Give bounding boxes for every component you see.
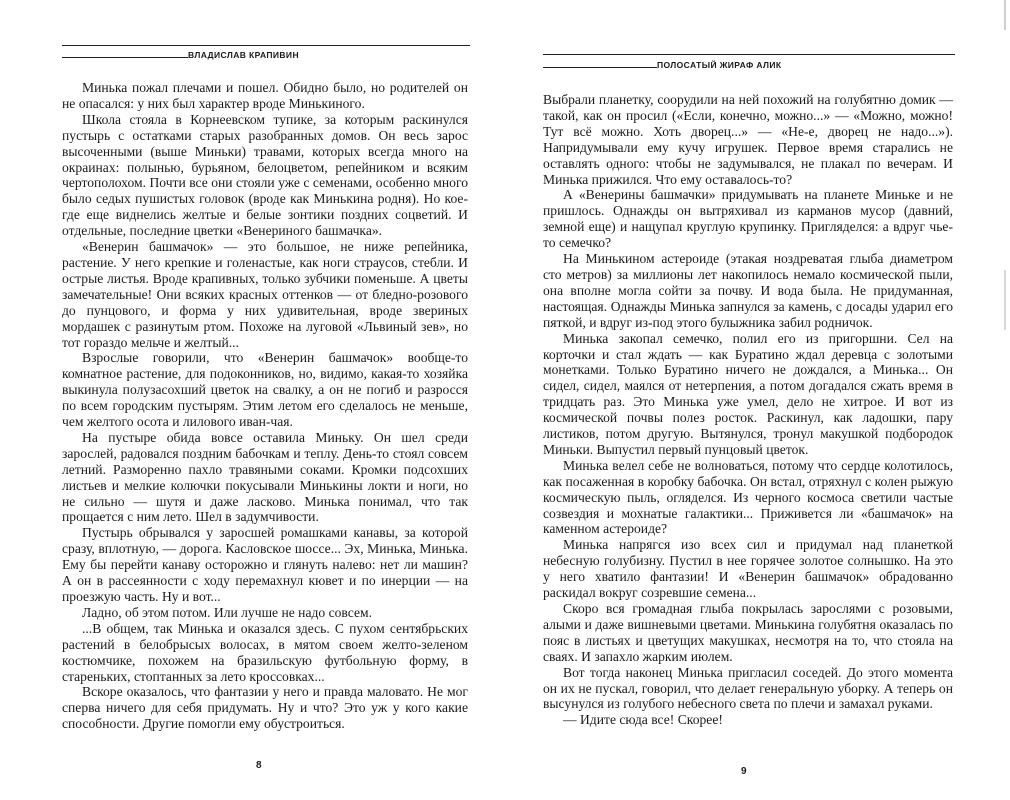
page-text <box>543 92 953 728</box>
paragraph: Взрослые говорили, что «Венерин башмачок» вообще-то комнатное растение, для подоконников, но, видимо, какая-то хозяйка выкинула полузасохший цветок на свалку, а он не погиб и разросся по всем городским пустырям. Этим летом его сделалось не меньше, чем желтого осота и лилового иван-чая. <box>62 350 468 430</box>
running-head-author: ВЛАДИСЛАВ КРАПИВИН <box>188 50 299 60</box>
paragraph: Минька пожал плечами и пошел. Обидно было, но родителей он не опасался: у них был характер вроде Минькиного. <box>62 80 468 111</box>
paragraph: Вскоре оказалось, что фантазии у него и правда маловато. Не мог сперва ничего для себя придумать. Ну и что? Это уж у кого какие способности. Другие помогли ему обустроиться. <box>62 684 468 732</box>
paragraph: Выбрали планетку, соорудили на ней похожий на голубятню домик — такой, как он просил («Если, конечно, можно...» — «Можно, можно! Тут всё можно. Хоть дворец...» — «Не-е, дворец не надо...»). Напридумывали ему кучу игрушек. Первое время старались не оставлять одного: чтобы не задумывался, не плакал по вечерам. И Минька прижился. Что ему оставалось-то? <box>543 92 953 187</box>
scan-edge-mark <box>1004 0 1006 30</box>
header-rule-short <box>62 57 188 58</box>
scan-edge-mark <box>1004 270 1006 330</box>
running-head-title: ПОЛОСАТЫЙ ЖИРАФ АЛИК <box>657 60 782 70</box>
paragraph: Ладно, об этом потом. Или лучше не надо совсем. <box>82 604 372 620</box>
paragraph: Минька велел себе не волноваться, потому что сердце колотилось, как посаженная в коробку бабочка. Он встал, отряхнул с колен рыжую космическую пыль, огляделся. Из черного космоса светили частые созвездия и мохнатые галактики... Приживется ли «башмачок» на каменном астероиде? <box>543 457 953 537</box>
paragraph: А «Венерины башмачки» придумывать на планете Миньке и не пришлось. Однажды он вытряхивал из карманов мусор (давний, земной еще) и нащупал круглую крупинку. Пригляделся: а вдруг чье-то семечко? <box>543 187 953 251</box>
paragraph: — Идите сюда все! Скорее! <box>563 712 723 728</box>
right-page <box>505 0 1010 800</box>
paragraph: Минька напрягся изо всех сил и придумал над планеткой небесную голубизну. Пустил в нее горячее золотое солнышко. На это у него хватило фантазии! И «Венерин башмачок» обрадованно раскидал вокруг созревшие семена... <box>543 537 953 601</box>
paragraph: «Венерин башмачок» — это большое, не ниже репейника, растение. У него крепкие и голенастые, как ноги страусов, стебли. И острые листья. Вроде крапивных, только зубчики поменьше. А цветы замечательные! Они всяких красных оттенков — от бледно-розового до пунцового, и форма у них удивительная, вроде звериных мордашек с разинутым ртом. Похоже на луговой «Львиный зев», но тот гораздо мельче и желтый... <box>62 239 468 350</box>
paragraph: Скоро вся громадная глыба покрылась зарослями с розовыми, алыми и даже вишневыми цветами. Минькина голубятня оказалась по пояс в листьях и цветущих макушках, несмотря на то, что стояла на сваях. И запахло жарким июлем. <box>543 601 953 664</box>
header-rule <box>543 54 955 55</box>
paragraph: Вот тогда наконец Минька пригласил соседей. До этого момента он их не пускал, говорил, что делает генеральную уборку. А теперь он высунулся из голубого небесного света по плечи и замахал руками. <box>543 664 953 712</box>
paragraph: Минька закопал семечко, полил его из пригоршни. Сел на корточки и стал ждать — как Буратино ждал деревца с золотыми монетками. Только Буратино ничего не дождался, а Минька... Он сидел, сидел, маялся от нетерпения, а потом догадался сжать время в тридцать раз. Это Минька уже умел, дело не хитрое. И вот из космической почвы полез росток. Раскинул, как ладошки, пару листиков, потом другую. Вытянулся, тронул макушкой подбородок Миньки. Выпустил первый пунцовый цветок. <box>543 330 953 457</box>
page-number: 8 <box>256 760 262 771</box>
paragraph: Школа стояла в Корнеевском тупике, за которым раскинулся пустырь с остатками старых разобранных домов. Он весь зарос высоченными (выше Миньки) травами, которых всегда много на окраинах: полынью, бурьяном, белоцветом, репейником и всяким чертополохом. Почти все они стояли уже с семенами, особенно много было седых пушистых головок (вроде как Минькина родня). Но кое-где еще виднелись желтые и белые зонтики поздних соцветий. И отдельные, последние цветки «Венериного башмачка». <box>62 111 468 239</box>
paragraph: ...В общем, так Минька и оказался здесь. С пухом сентябрьских растений в белобрысых волосах, в мятом своем желто-зеленом костюмчике, похожем на бразильскую футбольную форму, в стареньких, стоптанных за лето кроссовках... <box>62 620 468 684</box>
paragraph: На пустыре обида вовсе оставила Миньку. Он шел среди зарослей, радовался поздним бабочкам и теплу. День-то стоял совсем летний. Разморенно пахло травяными соками. Кромки подсохших листьев и мелкие колючки покусывали Минькины локти и ноги, но не сильно — шутя и даже ласково. Минька понимал, что так прощается с ним лето. Шел в задумчивости. <box>62 429 468 525</box>
header-rule <box>62 45 470 46</box>
page-number: 9 <box>741 766 747 777</box>
paragraph: На Минькином астероиде (этакая ноздреватая глыба диаметром сто метров) за миллионы лет накопилось немало космической пыли, она вполне могла сойти за почву. И вода была. Не придуманная, настоящая. Однажды Минька запнулся за камень, с досады ударил его пяткой, и вдруг из-под этого булыжника забил родничок. <box>543 251 953 330</box>
header-rule-short <box>543 67 657 68</box>
paragraph: Пустырь обрывался у заросшей ромашками канавы, за которой сразу, вплотную, — дорога. Касловское шоссе... Эх, Минька, Минька. Ему бы перейти канаву осторожно и глянуть налево: нет ли машин? А он в рассеянности с ходу перемахнул кювет и по инерции — на проезжую часть. Ну и вот... <box>62 525 468 604</box>
page-text <box>62 80 468 732</box>
